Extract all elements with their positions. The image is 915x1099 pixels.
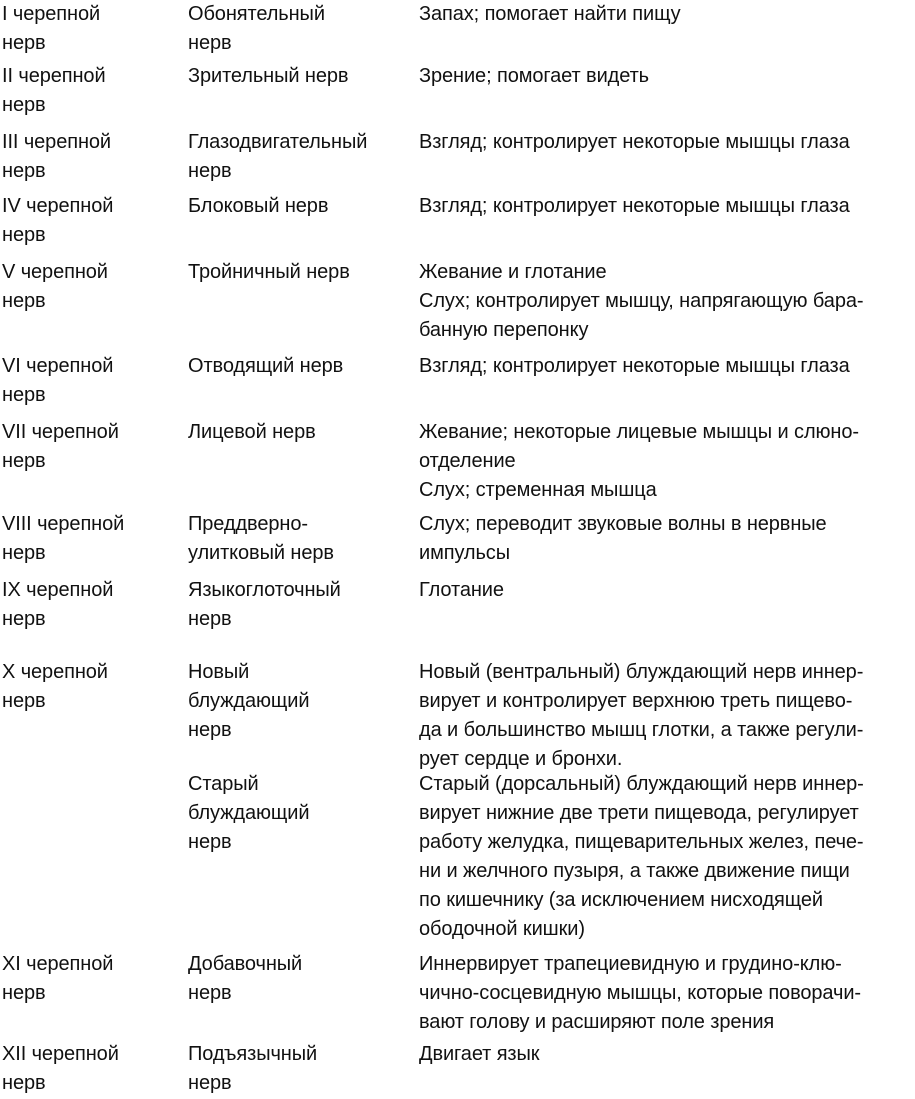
text-line: Взгляд; контролирует некоторые мышцы глаза [419,355,850,377]
nerve-number-cell [2,192,182,250]
nerve-number-cell [2,128,182,186]
text-line: нерв [2,384,46,406]
text-line: Добавочный [188,953,303,975]
nerve-function-cell [419,1040,913,1069]
text-line: XII черепной [2,1043,119,1065]
text-line: чично-сосцевидную мышцы, которые поворачи- [419,982,861,1004]
text-line: Подъязычный [188,1043,318,1065]
text-line: XI черепной [2,953,114,975]
text-line: блуждающий [188,802,310,824]
text-line: нерв [2,224,46,246]
nerve-function-cell [419,770,913,944]
text-line: нерв [188,160,232,182]
nerve-number-cell [2,418,182,476]
nerve-name-cell [188,576,413,634]
text-line: Жевание; некоторые лицевые мышцы и слюно- [419,421,859,443]
nerve-name-cell [188,510,413,568]
nerve-name-cell [188,1040,413,1098]
text-line: IX черепной [2,579,114,601]
text-line: нерв [188,32,232,54]
text-line: III черепной [2,131,111,153]
text-line: отделение [419,450,516,472]
text-line: X черепной [2,661,108,683]
nerve-number-cell [2,510,182,568]
nerve-number-cell [2,1040,182,1098]
text-line: нерв [2,32,46,54]
text-line: нерв [188,719,232,741]
text-line: Глотание [419,579,504,601]
nerve-number-cell [2,258,182,316]
nerve-function-cell [419,258,913,345]
text-line: по кишечнику (за исключением нисходящей [419,889,823,911]
nerve-function-cell [419,128,913,157]
text-line: нерв [188,982,232,1004]
nerve-number-cell [2,62,182,120]
text-line: нерв [2,542,46,564]
nerve-name-cell [188,950,413,1008]
text-line: да и большинство мышц глотки, а также регули- [419,719,864,741]
nerve-function-cell [419,352,913,381]
text-line: Тройничный нерв [188,261,350,283]
text-line: Взгляд; контролирует некоторые мышцы глаза [419,131,850,153]
text-line: Жевание и глотание [419,261,607,283]
text-line: VII черепной [2,421,119,443]
nerve-name-cell [188,62,413,91]
nerve-name-cell [188,658,413,745]
text-line: импульсы [419,542,510,564]
text-line: вают голову и расширяют поле зрения [419,1011,775,1033]
nerve-function-cell [419,418,913,505]
nerve-function-cell [419,658,913,774]
nerve-function-cell [419,62,913,91]
text-line: нерв [188,831,232,853]
text-line: Преддверно- [188,513,308,535]
text-line: Отводящий нерв [188,355,344,377]
text-line: вирует нижние две трети пищевода, регулирует [419,802,859,824]
text-line: I черепной [2,3,101,25]
text-line: Зрение; помогает видеть [419,65,649,87]
text-line: Слух; стременная мышца [419,479,657,501]
nerve-number-cell [2,576,182,634]
text-line: нерв [2,450,46,472]
text-line: нерв [2,608,46,630]
text-line: Старый [188,773,259,795]
text-line: ни и желчного пузыря, а также движение пищи [419,860,850,882]
text-line: Обонятельный [188,3,325,25]
text-line: улитковый нерв [188,542,334,564]
text-line: II черепной [2,65,106,87]
text-line: нерв [188,608,232,630]
text-line: VI черепной [2,355,114,377]
text-line: банную перепонку [419,319,589,341]
nerve-name-cell [188,418,413,447]
nerve-function-cell [419,510,913,568]
text-line: нерв [2,982,46,1004]
nerve-function-cell [419,950,913,1037]
text-line: Двигает язык [419,1043,540,1065]
text-line: блуждающий [188,690,310,712]
text-line: работу желудка, пищеварительных желез, пече- [419,831,864,853]
nerve-function-cell [419,192,913,221]
text-line: Иннервирует трапециевидную и грудино-клю- [419,953,842,975]
text-line: Лицевой нерв [188,421,316,443]
nerve-name-cell [188,770,413,857]
nerve-number-cell [2,0,182,58]
text-line: нерв [2,1072,46,1094]
text-line: Слух; контролирует мышцу, напрягающую бара- [419,290,864,312]
text-line: нерв [2,290,46,312]
text-line: нерв [2,690,46,712]
nerve-name-cell [188,128,413,186]
text-line: Новый [188,661,250,683]
text-line: вирует и контролирует верхнюю треть пищево- [419,690,853,712]
nerve-name-cell [188,352,413,381]
text-line: нерв [188,1072,232,1094]
text-line: Новый (вентральный) блуждающий нерв иннер- [419,661,864,683]
nerve-number-cell [2,658,182,716]
nerve-name-cell [188,0,413,58]
nerve-number-cell [2,352,182,410]
nerve-name-cell [188,192,413,221]
text-line: Глазодвигательный [188,131,368,153]
text-line: нерв [2,160,46,182]
nerve-function-cell [419,0,913,29]
text-line: ободочной кишки) [419,918,585,940]
nerve-function-cell [419,576,913,605]
text-line: Зрительный нерв [188,65,349,87]
text-line: Блоковый нерв [188,195,329,217]
text-line: Слух; переводит звуковые волны в нервные [419,513,827,535]
nerve-number-cell [2,950,182,1008]
text-line: Запах; помогает найти пищу [419,3,681,25]
text-line: рует сердце и бронхи. [419,748,623,770]
text-line: нерв [2,94,46,116]
text-line: V черепной [2,261,108,283]
text-line: IV черепной [2,195,114,217]
text-line: VIII черепной [2,513,125,535]
nerve-name-cell [188,258,413,287]
text-line: Старый (дорсальный) блуждающий нерв иннер- [419,773,864,795]
text-line: Взгляд; контролирует некоторые мышцы глаза [419,195,850,217]
text-line: Языкоглоточный [188,579,341,601]
